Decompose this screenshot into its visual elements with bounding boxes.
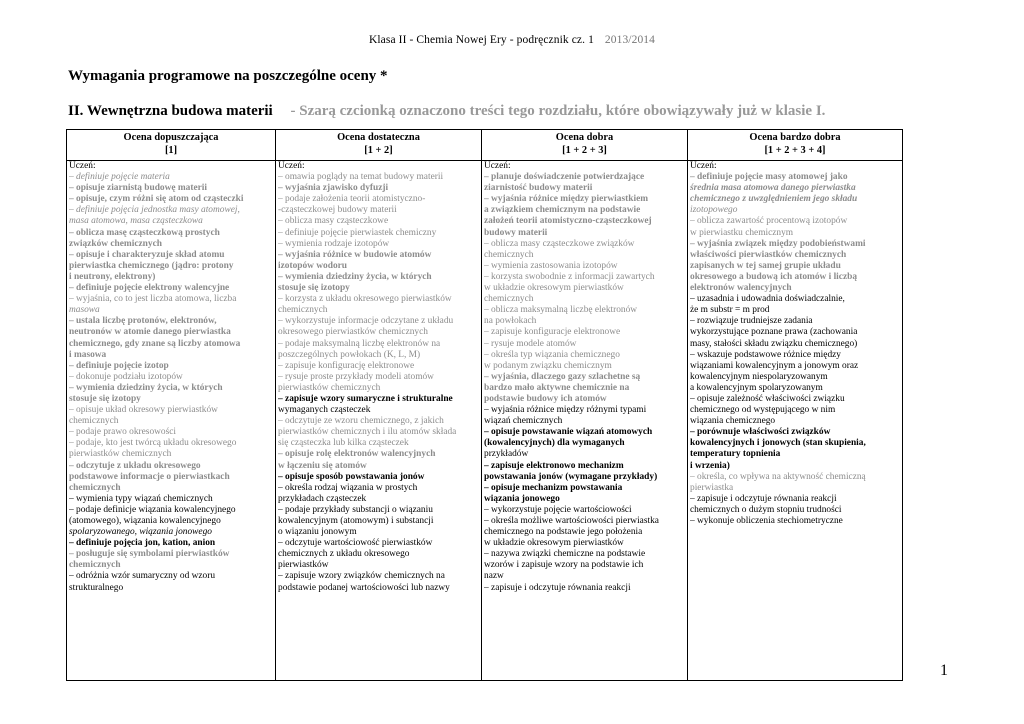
cell-text-line: zapisanych w tej samej grupie układu [690, 260, 841, 271]
table-cell [688, 161, 903, 681]
cell-text-line: chemicznych z układu okresowego [278, 549, 410, 560]
cell-text-line: podstawowe informacje o pierwiastkach [69, 471, 230, 482]
cell-text-line: – wymienia typy wiązań chemicznych [69, 493, 213, 504]
cell-text-line: pierwiastka [690, 482, 734, 493]
table-cell [482, 161, 688, 681]
table-cell [67, 161, 276, 681]
cell-text-line: wiązaniami kowalencyjnym a jonowym oraz [690, 360, 859, 371]
cell-text-line: – definiuje pojęcie masy atomowej jako [690, 172, 848, 183]
cell-text-line: – rysuje modele atomów [484, 338, 577, 349]
cell-text-line: w układzie okresowym pierwiastków [484, 538, 624, 549]
cell-text-line: chemicznych [69, 416, 119, 427]
cell-text-line: neutronów w atomie danego pierwiastka [69, 327, 231, 338]
cell-text-line: – definiuje pojęcie izotop [69, 360, 169, 371]
cell-text-line: – określa możliwe wartościowości pierwiastka [484, 516, 659, 526]
cell-text-line: – zapisuje i odczytuje równania reakcji [690, 493, 837, 504]
cell-text-line: – zapisuje wzory sumaryczne i strukturalne [278, 393, 453, 404]
cell-text-line: chemicznego od występującego w nim [690, 405, 836, 416]
cell-text-line: przykładach cząsteczek [278, 493, 367, 504]
cell-text-line: średnia masa atomowa danego pierwiastka [690, 183, 856, 194]
cell-text-line: i neutrony, elektrony) [69, 271, 156, 282]
cell-text-line: strukturalnego [69, 582, 124, 593]
cell-text-line: – opisuje rolę elektronów walencyjnych [278, 449, 436, 460]
cell-text-line: izotopowego [690, 205, 738, 216]
cell-text-line: – odczytuje wartościowość pierwiastków [278, 538, 433, 549]
cell-text-line: – wyjaśnia, dlaczego gazy szlachetne są [484, 371, 641, 382]
cell-text-line: – wyjaśnia zjawisko dyfuzji [278, 183, 389, 194]
cell-text-line: wzorów i zapisuje wzory na podstawie ich [484, 560, 644, 571]
cell-text-line: – określa typ wiązania chemicznego [484, 349, 620, 360]
cell-text-line: podstawie podanej wartościowości lub nazwy [278, 582, 450, 593]
cell-text-line: elektronów walencyjnych [690, 283, 792, 294]
header-year: 2013/2014 [604, 34, 656, 46]
cell-text-line: – definiuje pojęcie pierwiastek chemiczny [278, 227, 437, 238]
cell-text-line: powstawania jonów (wymagane przykłady) [484, 471, 658, 482]
cell-text-line: Uczeń: [690, 161, 717, 171]
cell-text-line: – rozwiązuje trudniejsze zadania [690, 316, 813, 327]
cell-text-line: temperatury topnienia [690, 449, 781, 460]
table-row [67, 161, 903, 681]
column-header: Ocena dobra [1 + 2 + 3] [482, 130, 688, 161]
cell-text-line: i wrzenia) [690, 460, 730, 471]
cell-text-line: – podaje, kto jest twórcą układu okresowego [69, 438, 237, 449]
cell-text-line: – omawia poglądy na temat budowy materii [278, 172, 444, 183]
cell-text-line: (atomowego), wiązania kowalencyjnego [69, 516, 221, 526]
table-cell [276, 161, 482, 681]
cell-text-line: – oblicza masy cząsteczkowe związków [484, 238, 635, 249]
cell-text-line: – opisuje i charakteryzuje skład atomu [69, 249, 225, 260]
cell-text-line: – wyjaśnia różnice w budowie atomów [278, 249, 432, 260]
cell-text-line: założeń teorii atomistyczno-cząsteczkowej [484, 216, 652, 227]
cell-text-line: chemicznych [69, 482, 121, 493]
cell-text-line: w pierwiastku chemicznym [690, 227, 794, 238]
section-note: - Szarą czcionką oznaczono treści tego rozdziału, które obowiązywały już w klasie I. [290, 103, 826, 119]
cell-text-line: w układzie okresowym pierwiastków [484, 283, 624, 294]
table-header-row [67, 130, 903, 161]
cell-text-line: – odczytuje z układu okresowego [69, 460, 201, 471]
cell-text-line: – wykorzystuje informacje odczytane z układu [278, 316, 454, 327]
cell-text-line: – podaje założenia teorii atomistyczno- [278, 194, 426, 205]
cell-text-line: chemicznych [69, 560, 121, 571]
cell-text-line: – posługuje się symbolami pierwiastków [69, 549, 230, 560]
cell-text-line: okresowego a budową ich atomów i liczbą [690, 271, 858, 282]
cell-text-line: – podaje prawo okresowości [69, 427, 177, 438]
page-number: 1 [940, 662, 948, 679]
cell-text-line: właściwości pierwiastków chemicznych [690, 249, 847, 260]
cell-text-line: – wyjaśnia, co to jest liczba atomowa, liczba [69, 294, 237, 305]
cell-text-line: -cząsteczkowej budowy materii [278, 205, 397, 216]
cell-text-line: – opisuje sposób powstawania jonów [278, 471, 425, 482]
cell-text-line: – opisuje ziarnistą budowę materii [69, 183, 208, 194]
cell-text-line: – korzysta swobodnie z informacji zawartych [484, 271, 655, 282]
cell-text-line: – oblicza masę cząsteczkową prostych [69, 227, 220, 238]
cell-text-line: – opisuje układ okresowy pierwiastków [69, 405, 218, 416]
cell-text-line: chemicznych o dużym stopniu trudności [690, 504, 842, 515]
cell-text-line: a związkiem chemicznym na podstawie [484, 205, 641, 216]
cell-text-line: – zapisuje wzory związków chemicznych na [278, 571, 445, 582]
page-title: Wymagania programowe na poszczególne oceny * [68, 68, 388, 84]
cell-text-line: – zapisuje i odczytuje równania reakcji [484, 582, 631, 593]
cell-text-line: – wykorzystuje pojęcie wartościowości [484, 504, 632, 515]
cell-text-line: pierwiastka chemicznego (jądro: protony [69, 260, 234, 271]
cell-text-line: okresowego pierwiastków chemicznych [278, 327, 428, 338]
cell-text-line: – podaje przykłady substancji o wiązaniu [278, 504, 433, 515]
cell-text-line: masy, stałości składu związku chemicznego) [690, 338, 858, 349]
cell-text-line: izotopów wodoru [278, 260, 348, 271]
cell-text-line: (kowalencyjnych) dla wymaganych [484, 438, 625, 449]
cell-text-line: – określa rodzaj wiązania w prostych [278, 482, 418, 493]
cell-text-line: kowalencyjnym niespolaryzowanym [690, 371, 828, 382]
cell-text-line: Uczeń: [278, 161, 305, 171]
cell-text-line: – podaje maksymalną liczbę elektronów na [278, 338, 441, 349]
cell-text-line: – korzysta z układu okresowego pierwiastków [278, 294, 452, 305]
cell-text-line: – ustala liczbę protonów, elektronów, [69, 316, 217, 327]
cell-text-line: pierwiastków [278, 560, 329, 571]
cell-text-line: chemicznych [484, 249, 534, 260]
cell-text-line: przykładów [484, 449, 529, 460]
cell-text-line: podstawie budowy ich atomów [484, 393, 607, 404]
cell-text-line: chemicznego, gdy znane są liczby atomowa [69, 338, 241, 349]
cell-text-line: – określa, co wpływa na aktywność chemiczną [690, 471, 866, 482]
section-heading [68, 103, 825, 120]
cell-text-line: kowalencyjnych i jonowych (stan skupienia, [690, 438, 866, 449]
cell-text-line: masa atomowa, masa cząsteczkowa [69, 216, 203, 227]
requirements-table [66, 129, 903, 681]
cell-text-line: – oblicza masy cząsteczkowe [278, 216, 389, 227]
cell-text-line: stosuje się izotopy [278, 283, 350, 294]
cell-text-line: wiązania jonowego [484, 493, 560, 504]
cell-text-line: chemicznych [278, 305, 328, 316]
cell-text-line: – zapisuje konfiguracje elektronowe [484, 327, 621, 338]
cell-text-line: kowalencyjnym (atomowym) i substancji [278, 516, 434, 526]
document-header [0, 34, 1024, 46]
cell-text-line: – dokonuje podziału izotopów [69, 371, 183, 382]
header-title: Klasa II - Chemia Nowej Ery - podręcznik cz. 1 [368, 34, 594, 46]
cell-text-line: Uczeń: [69, 161, 96, 171]
column-header: Ocena dostateczna [1 + 2] [276, 130, 482, 161]
cell-text-line: – nazywa związki chemiczne na podstawie [484, 549, 646, 560]
cell-text-line: – opisuje, czym różni się atom od cząsteczki [69, 194, 244, 205]
cell-text-line: a kowalencyjnym spolaryzowanym [690, 382, 823, 393]
cell-text-line: bardzo mało aktywne chemicznie na [484, 382, 630, 393]
cell-text-line: na powłokach [484, 316, 537, 327]
cell-text-line: poszczególnych powłokach (K, L, M) [278, 349, 421, 360]
cell-text-line: się cząsteczka lub kilka cząsteczek [278, 438, 409, 449]
cell-text-line: że m substr = m prod [690, 305, 770, 316]
cell-text-line: – rysuje proste przykłady modeli atomów [278, 371, 434, 382]
cell-text-line: stosuje się izotopy [69, 393, 141, 404]
cell-text-line: – definiuje pojęcie elektrony walencyjne [69, 283, 230, 294]
cell-text-line: chemicznych [484, 294, 534, 305]
cell-text-line: – wymienia zastosowania izotopów [484, 260, 618, 271]
section-title: II. Wewnętrzna budowa materii [68, 103, 273, 119]
cell-text-line: Uczeń: [484, 161, 511, 171]
cell-text-line: masowa [69, 305, 100, 316]
cell-text-line: – wskazuje podstawowe różnice między [690, 349, 841, 360]
cell-text-line: chemicznego na podstawie jego położenia [484, 527, 643, 538]
cell-text-line: chemicznego z uwzględnieniem jego składu [690, 194, 858, 205]
column-header: Ocena dopuszczająca [1] [67, 130, 276, 161]
cell-text-line: spolaryzowanego, wiązania jonowego [69, 527, 212, 538]
cell-text-line: pierwiastków chemicznych [69, 449, 172, 460]
cell-text-line: i masowa [69, 349, 107, 360]
cell-text-line: w łączeniu się atomów [278, 460, 367, 471]
cell-text-line: – wymienia dziedziny życia, w których [278, 271, 432, 282]
cell-text-line: – odróżnia wzór sumaryczny od wzoru [69, 571, 216, 582]
cell-text-line: – wyjaśnia związek między podobieństwami [690, 238, 866, 249]
cell-text-line: budowy materii [484, 227, 548, 238]
cell-text-line: nazw [484, 571, 504, 582]
cell-text-line: – wyjaśnia różnice między pierwiastkiem [484, 194, 649, 205]
cell-text-line: – definiuje pojęcia jon, kation, anion [69, 538, 216, 549]
cell-text-line: – zapisuje elektronowo mechanizm [484, 460, 624, 471]
cell-text-line: pierwiastków chemicznych i ilu atomów składa [278, 427, 457, 438]
cell-text-line: – zapisuje konfigurację elektronowe [278, 360, 415, 371]
cell-text-line: – wymienia dziedziny życia, w których [69, 382, 223, 393]
cell-text-line: – opisuje zależność właściwości związku [690, 393, 845, 404]
cell-text-line: – wymienia rodzaje izotopów [278, 238, 390, 249]
cell-text-line: – odczytuje ze wzoru chemicznego, z jakich [278, 416, 444, 427]
column-header: Ocena bardzo dobra [1 + 2 + 3 + 4] [688, 130, 903, 161]
cell-text-line: związków chemicznych [69, 238, 162, 249]
cell-text-line: w podanym związku chemicznym [484, 360, 612, 371]
cell-text-line: o wiązaniu jonowym [278, 527, 357, 538]
cell-text-line: – opisuje powstawanie wiązań atomowych [484, 427, 653, 438]
cell-text-line: – podaje definicje wiązania kowalencyjnego [69, 504, 236, 515]
cell-text-line: wymaganych cząsteczek [278, 405, 371, 416]
cell-text-line: – wykonuje obliczenia stechiometryczne [690, 516, 843, 526]
cell-text-line: – definiuje pojęcie materia [69, 172, 170, 183]
cell-text-line: – wyjaśnia różnice między różnymi typami [484, 405, 647, 416]
cell-text-line: – oblicza maksymalną liczbę elektronów [484, 305, 638, 316]
cell-text-line: – uzasadnia i udowadnia doświadczalnie, [690, 294, 845, 305]
cell-text-line: – oblicza zawartość procentową izotopów [690, 216, 848, 227]
cell-text-line: wiązań chemicznych [484, 416, 563, 427]
cell-text-line: wiązania chemicznego [690, 416, 776, 427]
cell-text-line: wykorzystujące poznane prawa (zachowania [690, 327, 858, 338]
cell-text-line: – porównuje właściwości związków [690, 427, 831, 438]
cell-text-line: – definiuje pojęcia jednostka masy atomowej, [69, 205, 240, 216]
cell-text-line: – opisuje mechanizm powstawania [484, 482, 623, 493]
cell-text-line: pierwiastków chemicznych [278, 382, 381, 393]
cell-text-line: – planuje doświadczenie potwierdzające [484, 172, 645, 183]
cell-text-line: ziarnistość budowy materii [484, 183, 593, 194]
